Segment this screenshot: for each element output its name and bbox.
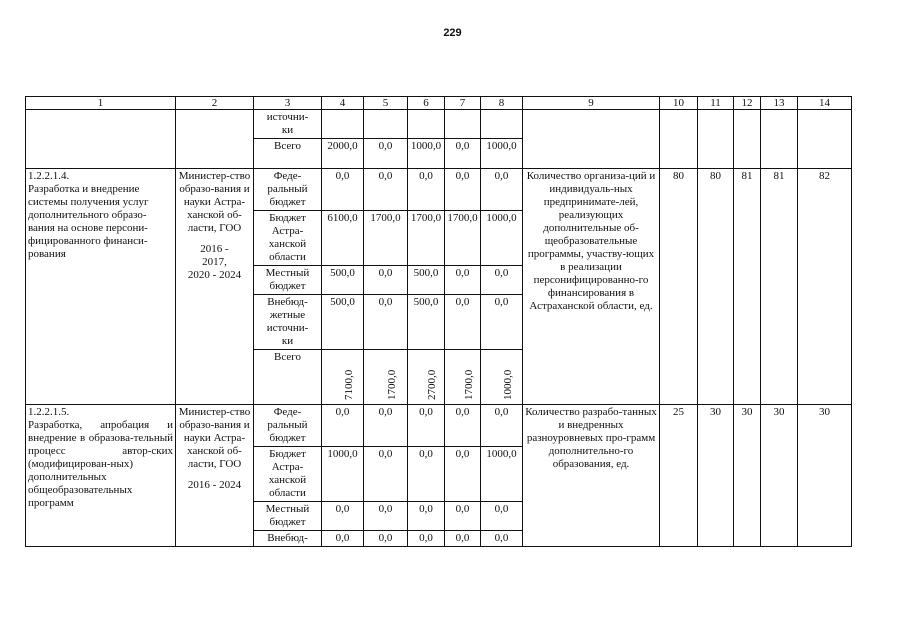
value-cell: 0,0 (322, 502, 364, 531)
value-cell: 500,0 (322, 266, 364, 295)
col-header: 6 (408, 97, 445, 110)
value-cell: 0,0 (481, 502, 523, 531)
value-cell: 0,0 (445, 266, 481, 295)
value-cell: 0,0 (408, 447, 445, 502)
rotated-value: 1700,0 (385, 369, 398, 400)
value-cell: 1000,0 (481, 139, 523, 169)
value-cell: 0,0 (322, 405, 364, 447)
value-cell: 0,0 (364, 295, 408, 350)
value-cell: 0,0 (364, 139, 408, 169)
table-row (26, 110, 852, 139)
value-cell (445, 350, 481, 405)
implementation-period: 2016 - 2024 (187, 479, 242, 491)
value-cell: 0,0 (445, 405, 481, 447)
value-cell: 1700,0 (408, 211, 445, 266)
col-header: 2 (176, 97, 254, 110)
indicator-text: Количество организа-ций и индивидуаль-ных предпринимате-лей, реализующих дополнительные об-щеобразовательные программы, участву-ющих в реализации персонифицированно-го финансирования в Астраханской области, ед. (523, 169, 660, 405)
value-cell: 0,0 (445, 531, 481, 547)
implementation-period: 2016 - 2017, 2020 - 2024 (187, 243, 242, 281)
value-cell: 500,0 (322, 295, 364, 350)
col-header: 13 (761, 97, 798, 110)
value-cell: 0,0 (445, 295, 481, 350)
col-header: 9 (523, 97, 660, 110)
value-cell: 0,0 (408, 169, 445, 211)
value-cell: 500,0 (408, 266, 445, 295)
target-value: 25 (660, 405, 698, 547)
value-cell: 0,0 (408, 405, 445, 447)
rotated-value: 1000,0 (501, 369, 514, 400)
value-cell (481, 350, 523, 405)
measure-title: 1.2.2.1.5. Разработка, апробация и внедрение в образова-тельный процесс автор-ских (модифицирован-ных) дополнительных общеобразовательных программ (26, 405, 176, 547)
value-cell: 0,0 (481, 169, 523, 211)
program-table (25, 96, 852, 547)
funding-source: Внебюд- жетные источни- ки (254, 295, 322, 350)
target-value: 30 (734, 405, 761, 547)
col-header: 3 (254, 97, 322, 110)
target-value: 81 (761, 169, 798, 405)
rotated-value: 7100,0 (342, 369, 355, 400)
executor-name: Министер-ство образо-вания и науки Астра-ханской об-ласти, ГОО (178, 170, 251, 234)
target-value: 30 (798, 405, 852, 547)
col-header: 5 (364, 97, 408, 110)
value-cell (364, 350, 408, 405)
executor-name: Министер-ство образо-вания и науки Астра-ханской об-ласти, ГОО (178, 406, 251, 470)
col-header: 8 (481, 97, 523, 110)
funding-source: Бюджет Астра- ханской области (254, 211, 322, 266)
rotated-value: 1700,0 (462, 369, 475, 400)
target-value: 80 (660, 169, 698, 405)
page-number: 229 (443, 27, 462, 39)
funding-source: Местный бюджет (254, 266, 322, 295)
funding-source: Феде- ральный бюджет (254, 169, 322, 211)
col-header: 11 (698, 97, 734, 110)
rotated-value: 2700,0 (426, 369, 438, 400)
value-cell: 1000,0 (322, 447, 364, 502)
funding-source: источни- ки (254, 110, 322, 139)
value-cell (408, 350, 445, 405)
table-row (26, 169, 852, 211)
value-cell: 0,0 (364, 405, 408, 447)
executor-cell (176, 169, 254, 405)
col-header: 1 (26, 97, 176, 110)
value-cell: 0,0 (481, 295, 523, 350)
executor-cell (176, 405, 254, 547)
value-cell: 1700,0 (364, 211, 408, 266)
value-cell: 1000,0 (481, 447, 523, 502)
funding-source: Всего (254, 139, 322, 169)
target-value: 81 (734, 169, 761, 405)
funding-source: Бюджет Астра- ханской области (254, 447, 322, 502)
value-cell: 0,0 (445, 139, 481, 169)
header-row (26, 97, 852, 110)
value-cell: 0,0 (322, 531, 364, 547)
target-value: 30 (698, 405, 734, 547)
funding-source: Феде- ральный бюджет (254, 405, 322, 447)
value-cell: 0,0 (408, 531, 445, 547)
col-header: 14 (798, 97, 852, 110)
value-cell: 1000,0 (481, 211, 523, 266)
value-cell: 0,0 (408, 502, 445, 531)
value-cell: 500,0 (408, 295, 445, 350)
value-cell: 0,0 (364, 266, 408, 295)
funding-source: Внебюд- (254, 531, 322, 547)
value-cell: 0,0 (364, 502, 408, 531)
value-cell: 0,0 (445, 169, 481, 211)
value-cell: 0,0 (364, 447, 408, 502)
col-header: 4 (322, 97, 364, 110)
indicator-text: Количество разрабо-танных и внедренных разноуровневых про-грамм дополнительно-го образования, ед. (523, 405, 660, 547)
measure-title: 1.2.2.1.4. Разработка и внедрение системы получения услуг дополнительного образо-вания на основе персони-фицированного финанси-рования (26, 169, 176, 405)
value-cell: 0,0 (445, 447, 481, 502)
value-cell (322, 350, 364, 405)
col-header: 10 (660, 97, 698, 110)
value-cell: 0,0 (481, 405, 523, 447)
funding-source: Всего (254, 350, 322, 405)
value-cell: 1700,0 (445, 211, 481, 266)
col-header: 12 (734, 97, 761, 110)
value-cell: 0,0 (322, 169, 364, 211)
value-cell: 6100,0 (322, 211, 364, 266)
target-value: 30 (761, 405, 798, 547)
target-value: 82 (798, 169, 852, 405)
value-cell: 0,0 (481, 531, 523, 547)
value-cell: 1000,0 (408, 139, 445, 169)
value-cell: 0,0 (445, 502, 481, 531)
value-cell: 0,0 (481, 266, 523, 295)
table-row (26, 405, 852, 447)
funding-source: Местный бюджет (254, 502, 322, 531)
value-cell: 2000,0 (322, 139, 364, 169)
target-value: 80 (698, 169, 734, 405)
col-header: 7 (445, 97, 481, 110)
value-cell: 0,0 (364, 169, 408, 211)
value-cell: 0,0 (364, 531, 408, 547)
